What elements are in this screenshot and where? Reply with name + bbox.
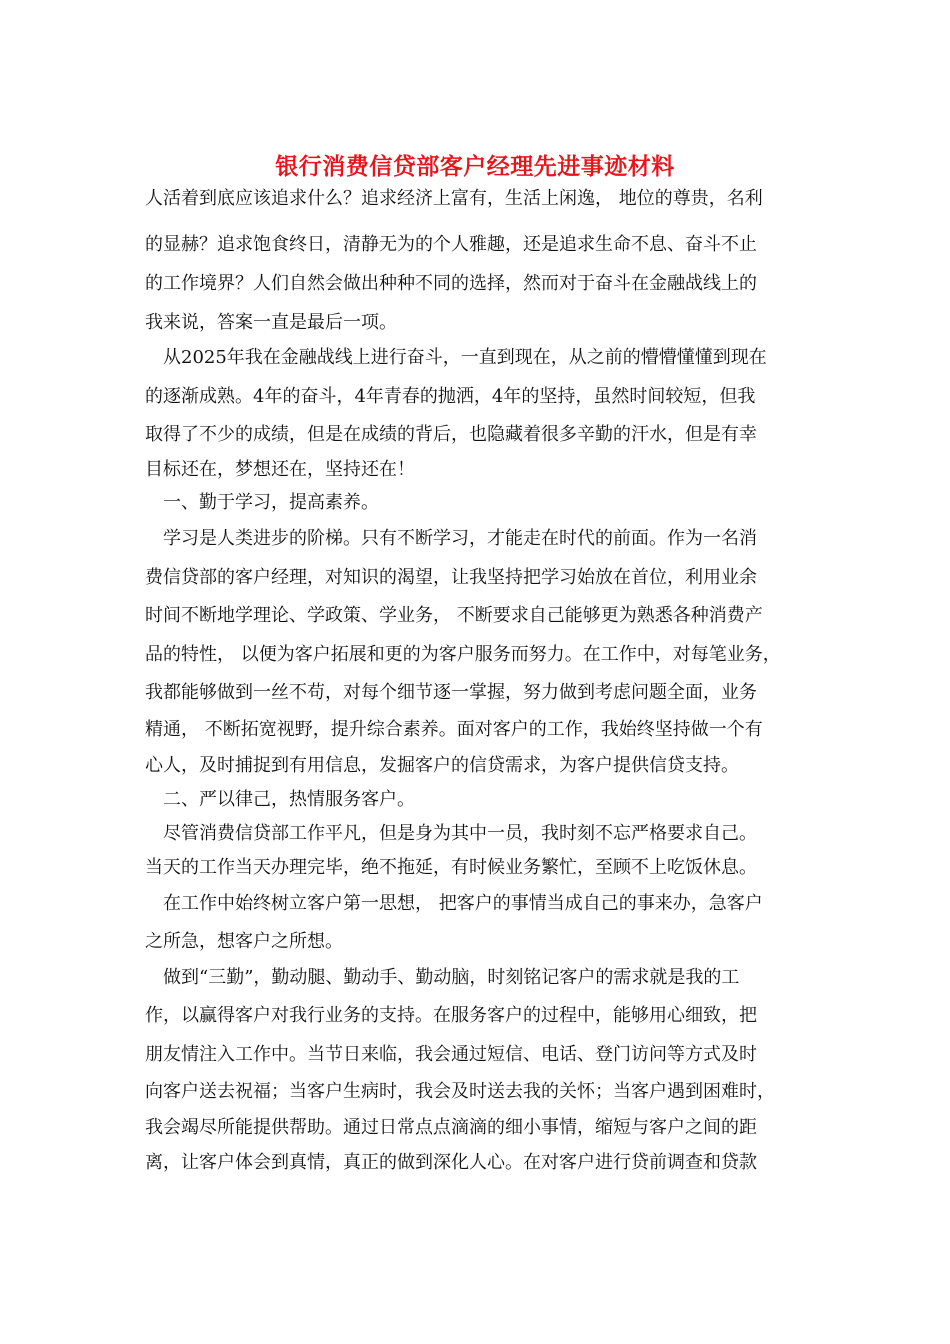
- paragraph-line: 目标还在，梦想还在，坚持还在！: [145, 459, 415, 480]
- paragraph-line: 时间不断地学理论、学政策、学业务， 不断要求自己能够更为熟悉各种消费产: [145, 605, 763, 626]
- paragraph-line: 离，让客户体会到真情，真正的做到深化人心。在对客户进行贷前调查和贷款: [145, 1152, 757, 1173]
- paragraph-line: 的显赫？追求饱食终日，清静无为的个人雅趣，还是追求生命不息、奋斗不止: [145, 234, 757, 255]
- document-title: 银行消费信贷部客户经理先进事迹材料: [275, 153, 675, 180]
- paragraph-line: 品的特性， 以便为客户拓展和更的为客户服务而努力。在工作中，对每笔业务，: [145, 644, 781, 665]
- paragraph-line: 当天的工作当天办理完毕，绝不拖延，有时候业务繁忙，至顾不上吃饭休息。: [145, 857, 757, 878]
- paragraph-line: 取得了不少的成绩，但是在成绩的背后，也隐藏着很多辛勤的汗水，但是有幸: [145, 424, 757, 445]
- paragraph-line: 的工作境界？人们自然会做出种种不同的选择，然而对于奋斗在金融战线上的: [145, 273, 757, 294]
- paragraph-line: 费信贷部的客户经理，对知识的渴望，让我坚持把学习始放在首位，利用业余: [145, 567, 757, 588]
- paragraph-line: 朋友情注入工作中。当节日来临，我会通过短信、电话、登门访问等方式及时: [145, 1044, 757, 1065]
- paragraph-line: 之所急，想客户之所想。: [145, 931, 343, 952]
- paragraph-line: 我都能够做到一丝不苟，对每个细节逐一掌握，努力做到考虑问题全面，业务: [145, 682, 757, 703]
- paragraph-line: 尽管消费信贷部工作平凡，但是身为其中一员，我时刻不忘严格要求自己。: [163, 823, 757, 844]
- paragraph-line: 向客户送去祝福；当客户生病时，我会及时送去我的关怀；当客户遇到困难时，: [145, 1081, 775, 1102]
- section-heading: 二、严以律己，热情服务客户。: [163, 789, 415, 810]
- paragraph-line: 人活着到底应该追求什么？追求经济上富有，生活上闲逸， 地位的尊贵，名利: [145, 188, 763, 209]
- paragraph-line: 作，以赢得客户对我行业务的支持。在服务客户的过程中，能够用心细致，把: [145, 1005, 757, 1026]
- paragraph-line: 从2025年我在金融战线上进行奋斗，一直到现在，从之前的懵懵懂懂到现在: [163, 347, 767, 368]
- paragraph-line: 我来说，答案一直是最后一项。: [145, 312, 397, 333]
- paragraph-line: 精通， 不断拓宽视野，提升综合素养。面对客户的工作，我始终坚持做一个有: [145, 719, 763, 740]
- paragraph-line: 学习是人类进步的阶梯。只有不断学习，才能走在时代的前面。作为一名消: [163, 528, 757, 549]
- paragraph-line: 做到“三勤”，勤动腿、勤动手、勤动脑，时刻铭记客户的需求就是我的工: [163, 967, 740, 988]
- paragraph-line: 的逐渐成熟。4年的奋斗，4年青春的抛洒，4年的坚持，虽然时间较短，但我: [145, 386, 756, 407]
- paragraph-line: 心人，及时捕捉到有用信息，发掘客户的信贷需求，为客户提供信贷支持。: [145, 755, 739, 776]
- paragraph-line: 在工作中始终树立客户第一思想， 把客户的事情当成自己的事来办，急客户: [163, 893, 763, 914]
- section-heading: 一、勤于学习，提高素养。: [163, 492, 379, 513]
- paragraph-line: 我会竭尽所能提供帮助。通过日常点点滴滴的细小事情，缩短与客户之间的距: [145, 1117, 757, 1138]
